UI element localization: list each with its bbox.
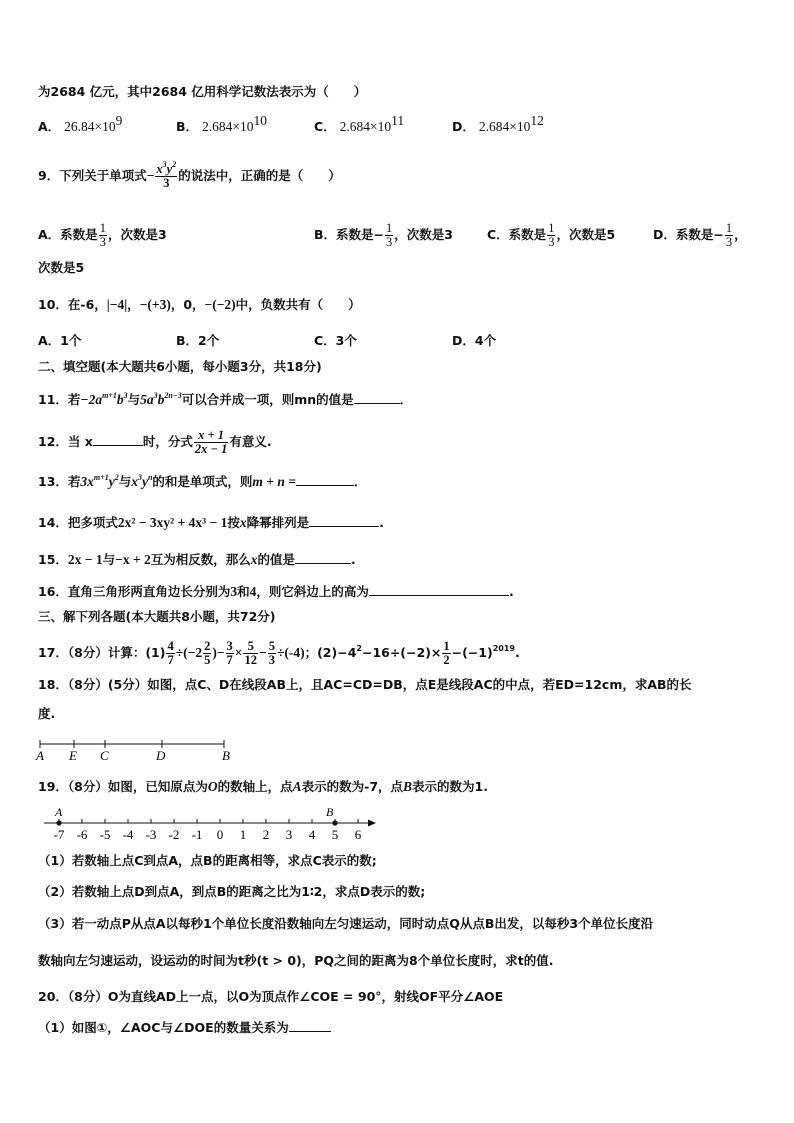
q9-option-c[interactable]: C．系数是 $\frac{1}{3}$ ，次数是5	[487, 221, 616, 249]
q19-stem: 19．（8分）如图，已知原点为O的数轴上，点A表示的数为-7，点B表示的数为1.	[38, 779, 488, 794]
q10-stem: 10．在-6，|−4|，−(+3)，0，−(−2)中，负数共有（ ）	[38, 297, 361, 312]
q18-line1: 18．（8分）(5分）如图，点C、D在线段AB上，且AC=CD=DB，点E是线段AC的中点，若ED=12cm，求AB的长	[38, 677, 692, 692]
q10-option-c[interactable]: C．3个	[314, 333, 357, 348]
q19-sub3-line2: 数轴向左匀速运动，设运动的时间为t秒(t > 0)，PQ之间的距离为8个单位长度时，求t的值.	[38, 953, 554, 968]
q9-option-d-wrap: 次数是5	[38, 260, 85, 275]
q10-option-d[interactable]: D．4个	[452, 333, 497, 348]
q18-line2: 度.	[38, 706, 56, 721]
q13: 13．若$3x^{m+1}y^2$与$x^3y^n$的和是单项式，则m + n = ．	[38, 473, 367, 489]
q10-option-b[interactable]: B．2个	[176, 333, 220, 348]
q20-answer-blank[interactable]	[289, 1019, 331, 1032]
axis-tick-label: -5	[99, 827, 111, 842]
axis-tick-label: 4	[308, 827, 316, 842]
axis-tick-label: 3	[285, 827, 293, 842]
point-a-label: A	[55, 805, 63, 819]
point-b	[332, 820, 337, 825]
q13-answer-blank[interactable]	[296, 473, 354, 486]
q15: 15．2x − 1与−x + 2互为相反数，那么x的值是 .	[38, 552, 356, 567]
q16-answer-blank[interactable]	[369, 583, 509, 596]
q11-answer-blank[interactable]	[354, 391, 400, 404]
q14: 14．把多项式2x² − 3xy² + 4x³ − 1按x降幂排列是 .	[38, 515, 384, 530]
point-a	[56, 820, 61, 825]
section-3-heading: 三、解下列各题(本大题共8小题，共72分)	[38, 609, 276, 624]
axis-tick-label: -1	[191, 827, 203, 842]
axis-tick-label: 1	[239, 827, 247, 842]
axis-tick-label: 6	[354, 827, 362, 842]
q8-option-c[interactable]: C． $2.684\times 10^{11}$	[314, 113, 405, 134]
q19-sub3-line1: （3）若一动点P从点A以每秒1个单位长度沿数轴向左匀速运动，同时动点Q从点B出发，以每秒3个单位长度沿	[38, 916, 654, 931]
q10-option-a[interactable]: A．1个	[38, 333, 82, 348]
q16: 16．直角三角形两直角边长分别为3和4，则它斜边上的高为 .	[38, 584, 514, 599]
q19-sub1: （1）若数轴上点C到点A，点B的距离相等，求点C表示的数;	[38, 853, 377, 868]
q12: 12．当 x 时，分式 $\frac{x + 1}{2x - 1}$ 有意义.	[38, 428, 272, 456]
axis-tick-label: 0	[216, 827, 224, 842]
axis-tick-label: -2	[168, 827, 180, 842]
q11: 11．若$-2a^{m+1}b^3$与$5a^3b^{2n-3}$可以合并成一项，则mn的值是 ．	[38, 391, 413, 407]
point-b-label: B	[326, 805, 334, 819]
q8-option-d[interactable]: D． $2.684\times 10^{12}$	[452, 113, 544, 134]
label-d: D	[156, 748, 166, 763]
label-e: E	[69, 748, 77, 763]
axis-tick-label: 5	[331, 827, 339, 842]
label-b: B	[222, 748, 230, 763]
axis-tick-label: -7	[53, 827, 65, 842]
label-c: C	[100, 748, 109, 763]
axis-tick-label: -6	[76, 827, 88, 842]
axis-tick-label: -3	[145, 827, 157, 842]
q8-option-a[interactable]: A． $26.84\times 10^9$	[38, 113, 123, 134]
q9-option-d[interactable]: D．系数是− $\frac{1}{3}$ ，	[653, 221, 747, 249]
axis-tick-label: -4	[122, 827, 134, 842]
q19-sub2: （2）若数轴上点D到点A，到点B的距离之比为1∶2，求点D表示的数;	[38, 884, 426, 899]
q9-option-a[interactable]: A．系数是 $\frac{1}{3}$ ，次数是3	[38, 221, 167, 249]
section-2-heading: 二、填空题(本大题共6小题，每小题3分，共18分)	[38, 359, 322, 374]
q14-answer-blank[interactable]	[309, 514, 379, 527]
q20-sub1: （1）如图①，∠AOC与∠DOE的数量关系为	[38, 1019, 331, 1036]
axis-ticks	[54, 819, 362, 842]
q9-monomial-fraction: $\frac{x^3y^2}{3}$	[156, 160, 177, 190]
axis-tick-label: 2	[262, 827, 270, 842]
q20-stem: 20．（8分）O为直线AD上一点，以O为顶点作∠COE = 90°，射线OF平分∠AOE	[38, 989, 504, 1004]
q9-option-b[interactable]: B．系数是− $\frac{1}{3}$ ，次数是3	[314, 221, 453, 249]
q19-number-line	[36, 802, 386, 842]
q12-answer-blank[interactable]	[93, 433, 143, 446]
q9-stem: 9．下列关于单项式− $\frac{x^3y^2}{3}$ 的说法中，正确的是（ ）	[38, 160, 341, 190]
q17: 17．（8分）计算：(1) $\frac{4}{7}$ ÷(−2 $\frac{2}{5}$ )− $\frac{3}{7}$ × $\frac{5}{12}$ − $\frac{5}{3}$ ÷(-4)；$(2)-4^2-16\div(-2)\times$ $\frac{1}{2}$ $-(-1)^{2019}$.	[38, 639, 520, 667]
axis-arrow-icon	[368, 820, 376, 827]
q18-segment-figure	[34, 736, 244, 764]
q8-option-b[interactable]: B． $2.684\times 10^{10}$	[176, 113, 268, 134]
q15-answer-blank[interactable]	[295, 551, 351, 564]
label-a: A	[36, 748, 44, 763]
q8-stem-tail: 为2684 亿元，其中2684 亿用科学记数法表示为（ ）	[38, 84, 367, 99]
